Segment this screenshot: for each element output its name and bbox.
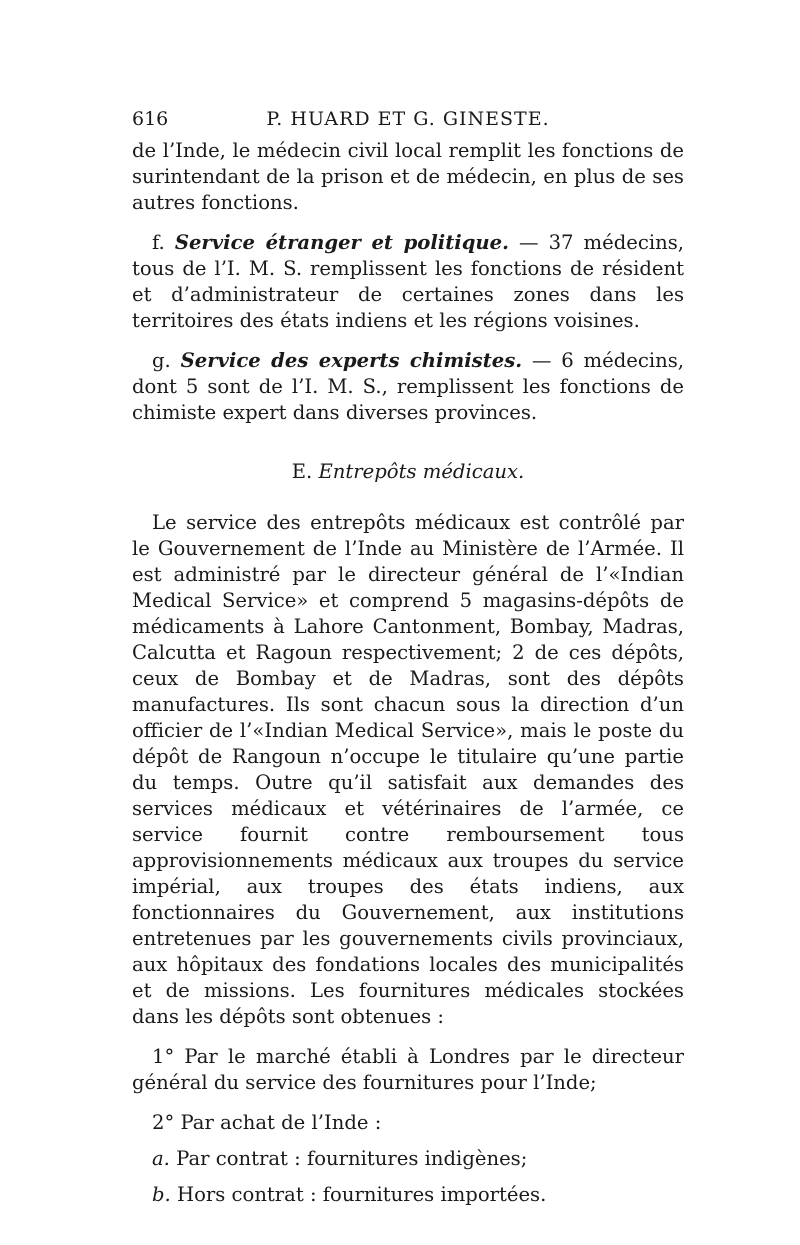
page-number: 616 bbox=[132, 108, 169, 130]
sub-item-b-text: Hors contrat : fournitures importées. bbox=[170, 1183, 547, 1206]
item-title-g: Service des experts chimistes. bbox=[180, 349, 523, 372]
running-title: P. HUARD ET G. GINESTE. bbox=[266, 108, 550, 130]
list-item-2: 2° Par achat de l’Inde : bbox=[152, 1111, 382, 1134]
page bbox=[132, 108, 684, 1208]
sub-item-a bbox=[132, 1146, 684, 1172]
item-title-f: Service étranger et politique. bbox=[174, 231, 509, 254]
sub-item-b bbox=[132, 1182, 684, 1208]
list-item-1: 1° Par le marché établi à Londres par le directeur général du service des fournitures pour l’Inde; bbox=[132, 1045, 684, 1094]
item-text-f: — 37 médecins, tous de l’I. M. S. remplissent les fonctions de résident et d’administrateur de certaines zones dans les territoires des états indiens et les régions voisines. bbox=[132, 231, 684, 332]
sub-item-a-text: Par contrat : fournitures indigènes; bbox=[169, 1147, 528, 1170]
item-label-f: f. bbox=[152, 231, 165, 254]
section-heading bbox=[132, 460, 684, 483]
section-title: Entrepôts médicaux. bbox=[318, 460, 525, 483]
sub-item-b-label: b. bbox=[152, 1183, 171, 1206]
item-text-g: — 6 médecins, dont 5 sont de l’I. M. S., remplissent les fonctions de chimiste expert dans diverses provinces. bbox=[132, 349, 684, 424]
paragraph-f bbox=[132, 230, 684, 334]
sub-item-a-label: a. bbox=[152, 1147, 170, 1170]
section-letter: E. bbox=[291, 460, 313, 483]
paragraph-main: Le service des entrepôts médicaux est contrôlé par le Gouvernement de l’Inde au Ministère de l’Armée. Il est administré par le directeur général de l’«Indian Medical Service» et comprend 5 magasins-dépôts de médicaments à Lahore Cantonment, Bombay, Madras, Calcutta et Ragoun respectivement; 2 de ces dépôts, ceux de Bombay et de Madras, sont des dépôts manufactures. Ils sont chacun sous la direction d’un officier de l’«Indian Medical Service», mais le poste du dépôt de Rangoun n’occupe le titulaire qu’une partie du temps. Outre qu’il satisfait aux demandes des services médicaux et vétérinaires de l’armée, ce service fournit contre remboursement tous approvisionnements médicaux aux troupes du service impérial, aux troupes des états indiens, aux fonctionnaires du Gouvernement, aux institutions entretenues par les gouvernements civils provinciaux, aux hôpitaux des fondations locales des municipalités et de missions. Les fournitures médicales stockées dans les dépôts sont obtenues : bbox=[132, 511, 684, 1028]
running-head bbox=[132, 108, 684, 138]
paragraph-continued: de l’Inde, le médecin civil local remplit les fonctions de surintendant de la prison et de médecin, en plus de ses autres fonctions. bbox=[132, 139, 684, 214]
item-label-g: g. bbox=[152, 349, 171, 372]
paragraph-g bbox=[132, 348, 684, 426]
